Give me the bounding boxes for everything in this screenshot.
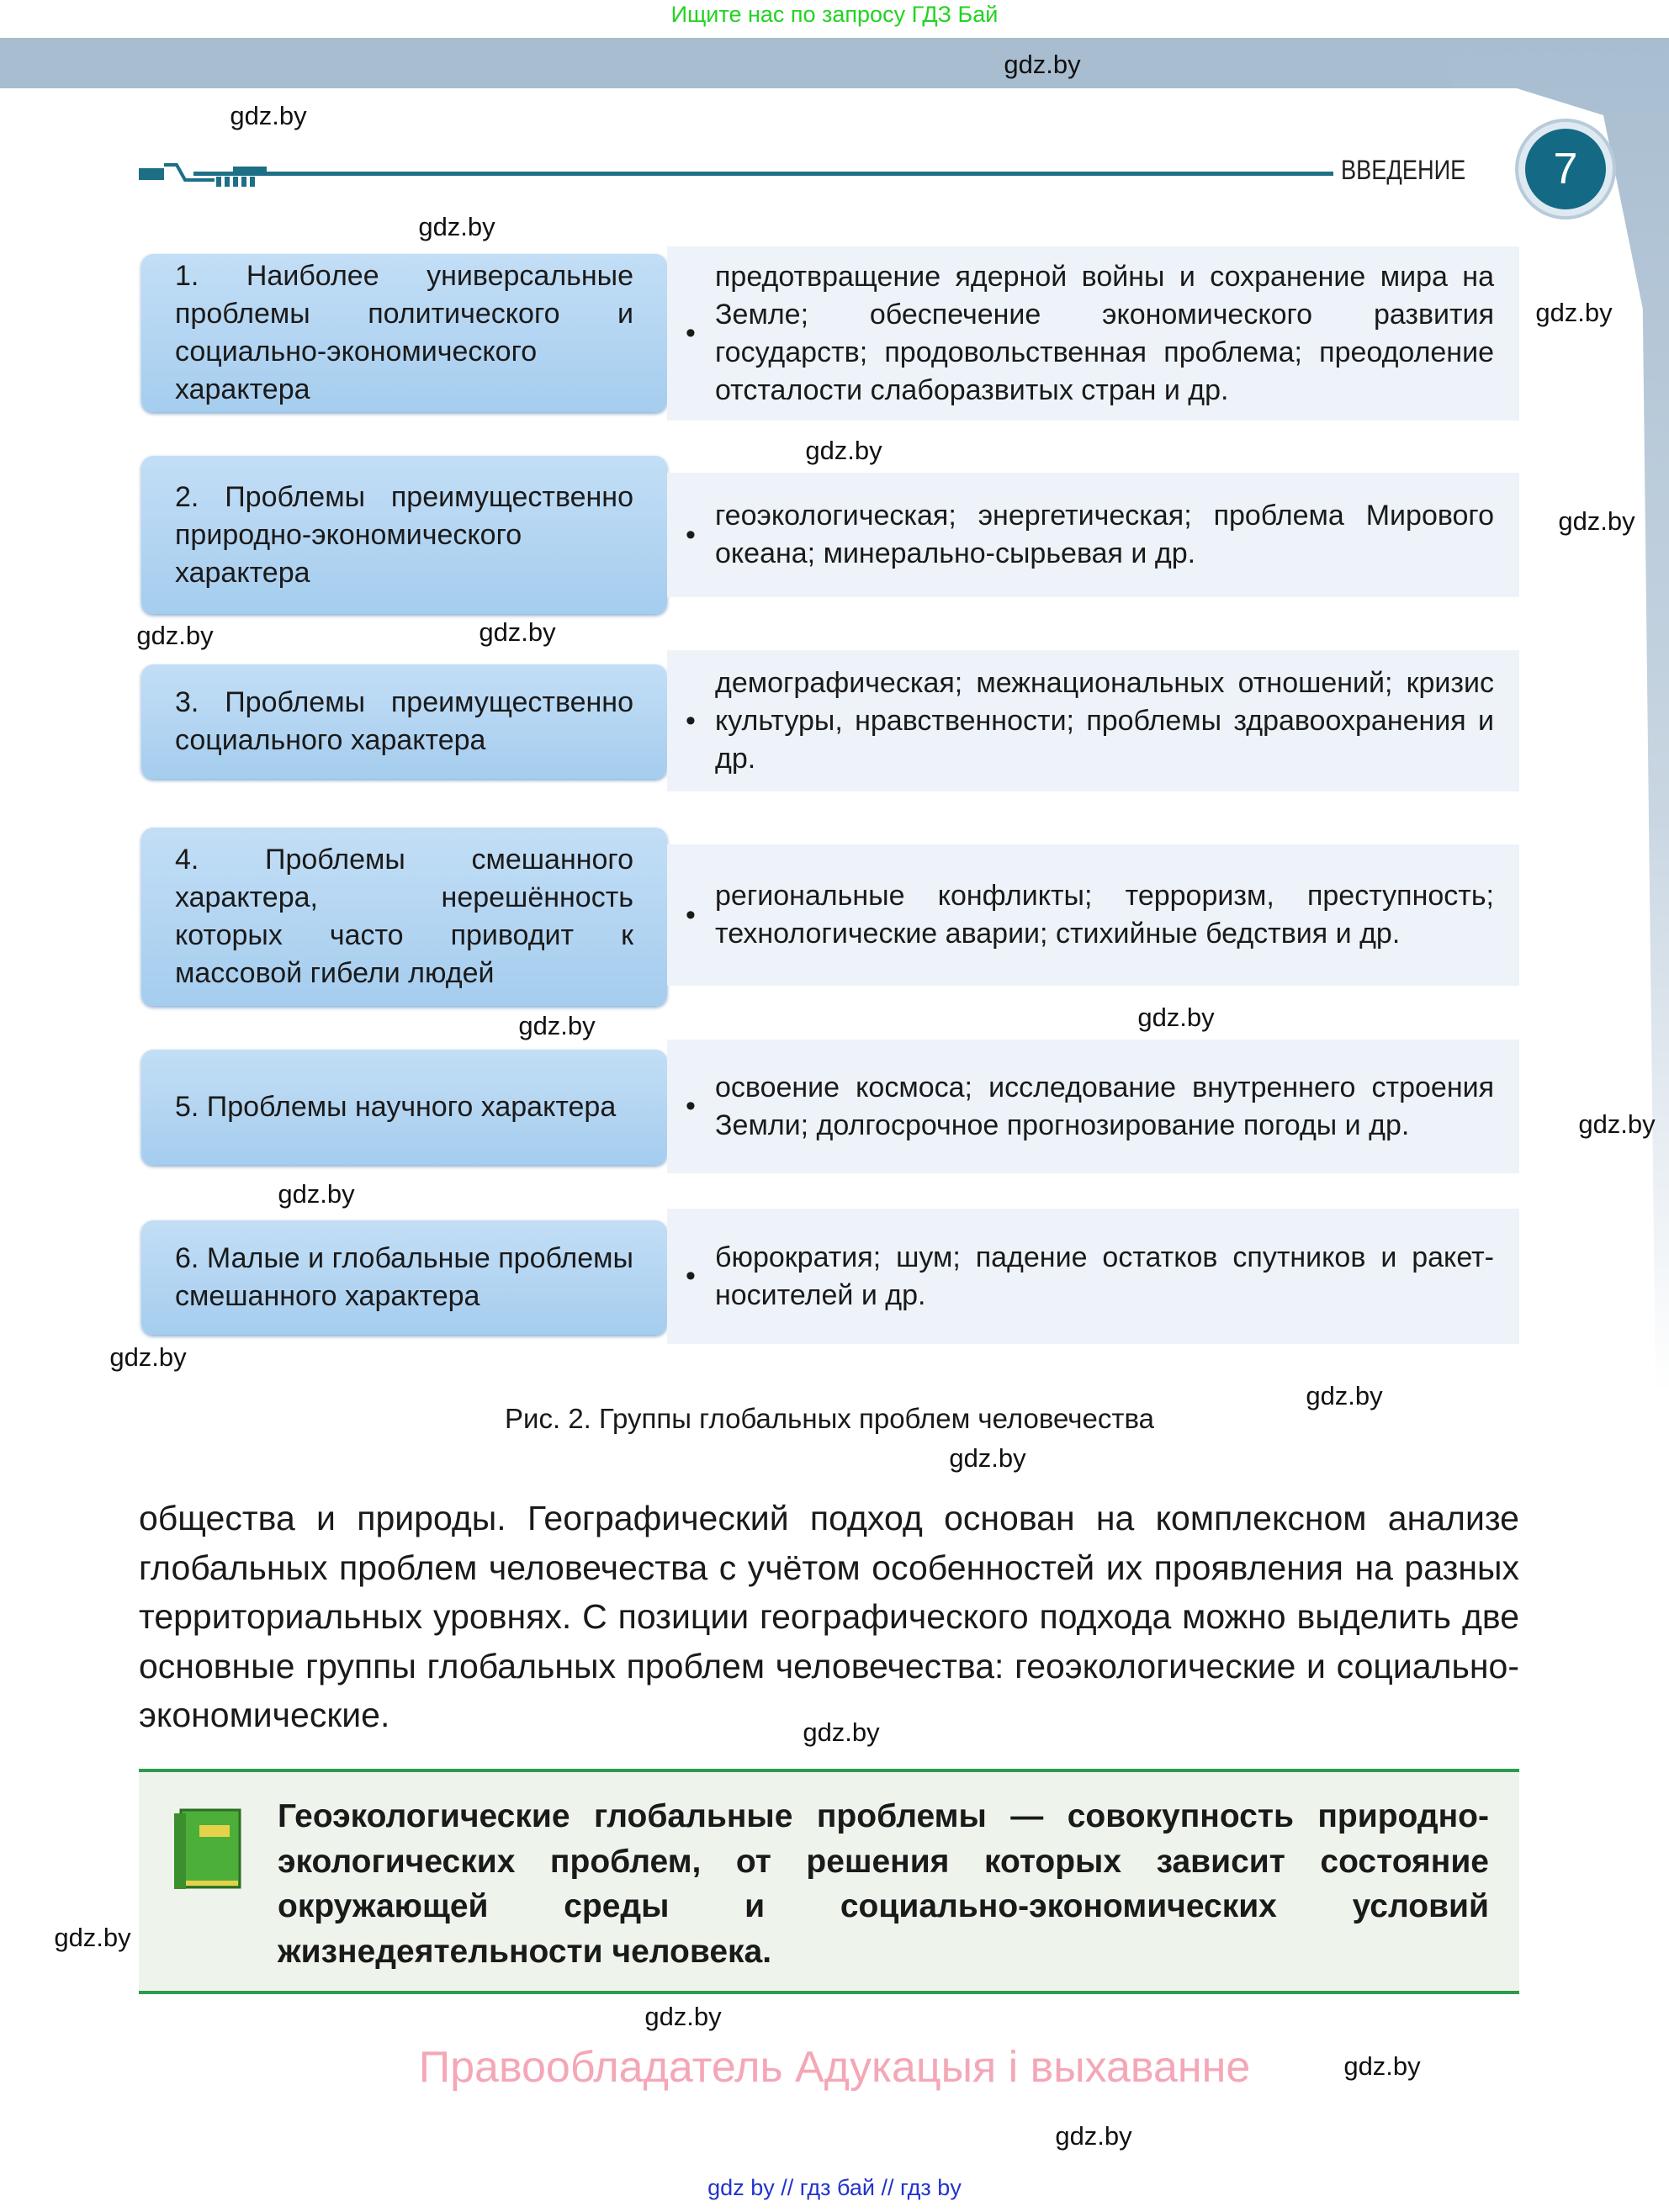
- watermark: gdz.by: [109, 1342, 187, 1372]
- watermark: gdz.by: [1004, 50, 1081, 79]
- group-examples-2: [667, 473, 1519, 597]
- link-separator: //: [781, 2175, 794, 2200]
- search-hint: Ищите нас по запросу ГДЗ Бай: [670, 2, 999, 27]
- examples-text: демографическая; межнациональных отношений; кризис культуры, нравственности; проблемы здравоохранения и др.: [715, 666, 1494, 775]
- bullet-icon: •: [686, 518, 696, 551]
- watermark: gdz.by: [1055, 2121, 1132, 2151]
- watermark: gdz.by: [278, 1179, 355, 1209]
- watermark: gdz.by: [518, 1011, 596, 1040]
- examples-text: геоэкологическая; энергетическая; проблема Мирового океана; минерально-сырьевая и др.: [715, 500, 1494, 569]
- group-title-1: 1. Наиболее универсальные проблемы политического и социально-экономического характера: [141, 254, 667, 412]
- definition-body: — совокупность природно-экологических проблем, от решения которых зависит состояние окружающей среды и социально-экономических условий жизнедеятельности человека.: [278, 1798, 1489, 1970]
- examples-text: бюрократия; шум; падение остатков спутников и ракет-носителей и др.: [715, 1241, 1494, 1311]
- group-examples-4: [667, 844, 1519, 986]
- bullet-icon: •: [686, 1090, 696, 1122]
- watermark: gdz.by: [1535, 298, 1613, 327]
- bottom-links: [0, 2175, 1669, 2201]
- definition-text: [278, 1794, 1489, 1974]
- bullet-icon: •: [686, 317, 696, 349]
- header-rule: [193, 172, 1333, 176]
- watermark: gdz.by: [1343, 2051, 1421, 2081]
- group-title-4: 4. Проблемы смешанного характера, нерешённость которых часто приводит к массовой гибели людей: [141, 828, 667, 1006]
- examples-text: освоение космоса; исследование внутреннего строения Земли; долгосрочное прогнозирование погоды и др.: [715, 1071, 1494, 1141]
- link-gdz-bai[interactable]: гдз бай: [799, 2175, 875, 2200]
- link-gdz-by[interactable]: gdz by: [707, 2175, 775, 2200]
- group-title-2: 2. Проблемы преимущественно природно-экономического характера: [141, 456, 667, 614]
- page-number: 7: [1518, 122, 1613, 216]
- group-title-6: 6. Малые и глобальные проблемы смешанного характера: [141, 1220, 667, 1335]
- examples-text: региональные конфликты; терроризм, преступность; технологические аварии; стихийные бедствия и др.: [715, 880, 1494, 950]
- watermark: gdz.by: [1578, 1109, 1656, 1139]
- watermark: gdz.by: [644, 2002, 722, 2031]
- group-title-3: 3. Проблемы преимущественно социального характера: [141, 664, 667, 779]
- bullet-icon: •: [686, 898, 696, 931]
- bullet-icon: •: [686, 1260, 696, 1292]
- link-gdz-by-ru[interactable]: гдз by: [900, 2175, 962, 2200]
- group-examples-6: [667, 1209, 1519, 1344]
- bullet-icon: •: [686, 704, 696, 737]
- book-icon: [171, 1808, 246, 1892]
- watermark: gdz.by: [803, 1717, 880, 1747]
- watermark: gdz.by: [230, 101, 307, 130]
- copyright-notice: Правообладатель Адукацыя і выхаванне: [418, 2043, 1251, 2092]
- watermark: gdz.by: [54, 1923, 131, 1952]
- watermark: gdz.by: [805, 436, 882, 465]
- group-examples-1: [667, 246, 1519, 421]
- group-examples-5: [667, 1040, 1519, 1173]
- watermark: gdz.by: [479, 617, 556, 647]
- watermark: gdz.by: [136, 621, 214, 650]
- watermark: gdz.by: [949, 1443, 1026, 1473]
- group-title-5: 5. Проблемы научного характера: [141, 1050, 667, 1165]
- definition-term: Геоэкологические глобальные проблемы: [278, 1798, 987, 1834]
- watermark: gdz.by: [1558, 506, 1635, 536]
- watermark: gdz.by: [1306, 1381, 1383, 1410]
- header-band: [0, 38, 1669, 88]
- body-paragraph: общества и природы. Географический подход основан на комплексном анализе глобальных проблем человечества с учётом особенностей их проявления на разных территориальных уровнях. С позиции географического подхода можно выделить две основные группы глобальных проблем человечества: геоэкологические и социально-экономические.: [139, 1499, 1519, 1735]
- section-title: ВВЕДЕНИЕ: [1341, 155, 1466, 185]
- watermark: gdz.by: [418, 212, 495, 241]
- watermark: gdz.by: [1137, 1003, 1215, 1032]
- link-separator: //: [881, 2175, 894, 2200]
- figure-caption: Рис. 2. Группы глобальных проблем человечества: [505, 1403, 1154, 1434]
- group-examples-3: [667, 650, 1519, 791]
- examples-text: предотвращение ядерной войны и сохранение мира на Земле; обеспечение экономического развития государств; продовольственная проблема; преодоление отсталости слаборазвитых стран и др.: [715, 260, 1494, 406]
